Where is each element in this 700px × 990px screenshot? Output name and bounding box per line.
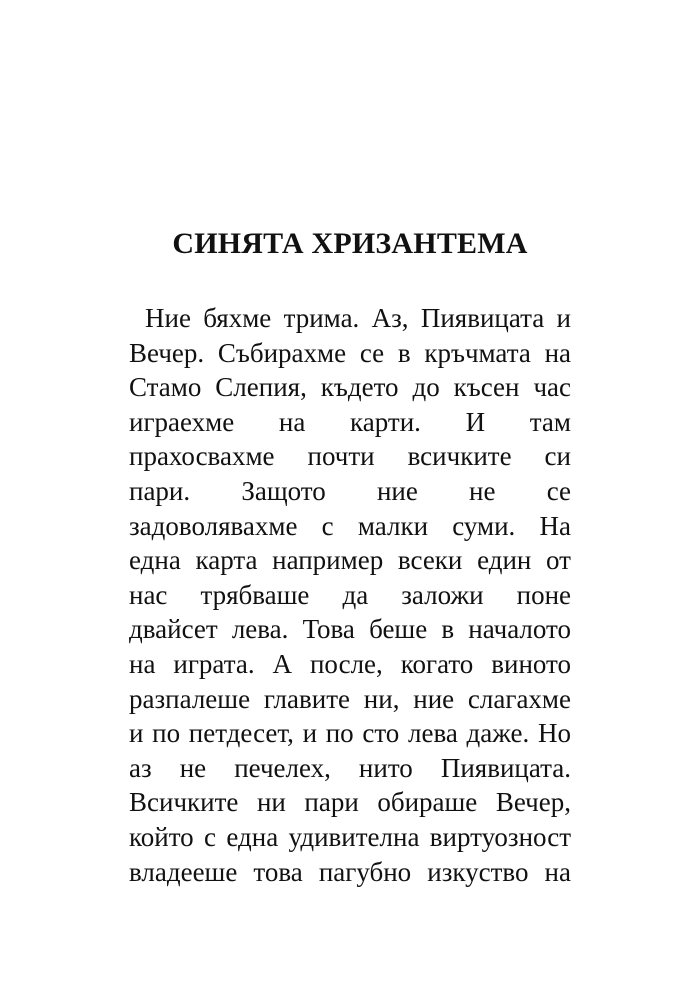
- text-line: който с една удивителна виртуозност: [129, 821, 571, 852]
- text-line: Ние бяхме трима. Аз, Пиявицата и: [145, 303, 571, 333]
- chapter-body: [129, 301, 571, 889]
- text-line: владееше това пагубно изкуство на: [129, 856, 571, 887]
- text-line: Стамо Слепия, където до късен час: [129, 372, 571, 403]
- text-line: играехме на карти. И там: [129, 406, 571, 437]
- text-line: прахосвахме почти всичките си: [129, 441, 571, 472]
- text-line: нас трябваше да заложи поне: [129, 579, 571, 610]
- text-line: Вечер. Събирахме се в кръчмата на: [129, 337, 571, 368]
- text-line: аз не печелех, нито Пиявицата.: [129, 752, 571, 783]
- text-line: разпалеше главите ни, ние слагахме: [129, 683, 571, 714]
- chapter-title: СИНЯТА ХРИЗАНТЕМА: [172, 227, 528, 260]
- text-line: и по петдесет, и по сто лева даже. Но: [129, 718, 571, 749]
- text-line: Всичките ни пари обираше Вечер,: [129, 787, 571, 818]
- text-line: задоволявахме с малки суми. На: [129, 510, 571, 541]
- text-line: пари. Защото ние не се: [129, 475, 571, 506]
- text-line: на играта. А после, когато виното: [129, 648, 571, 679]
- text-line: една карта например всеки един от: [129, 545, 571, 576]
- text-line: двайсет лева. Това беше в началото: [129, 614, 571, 645]
